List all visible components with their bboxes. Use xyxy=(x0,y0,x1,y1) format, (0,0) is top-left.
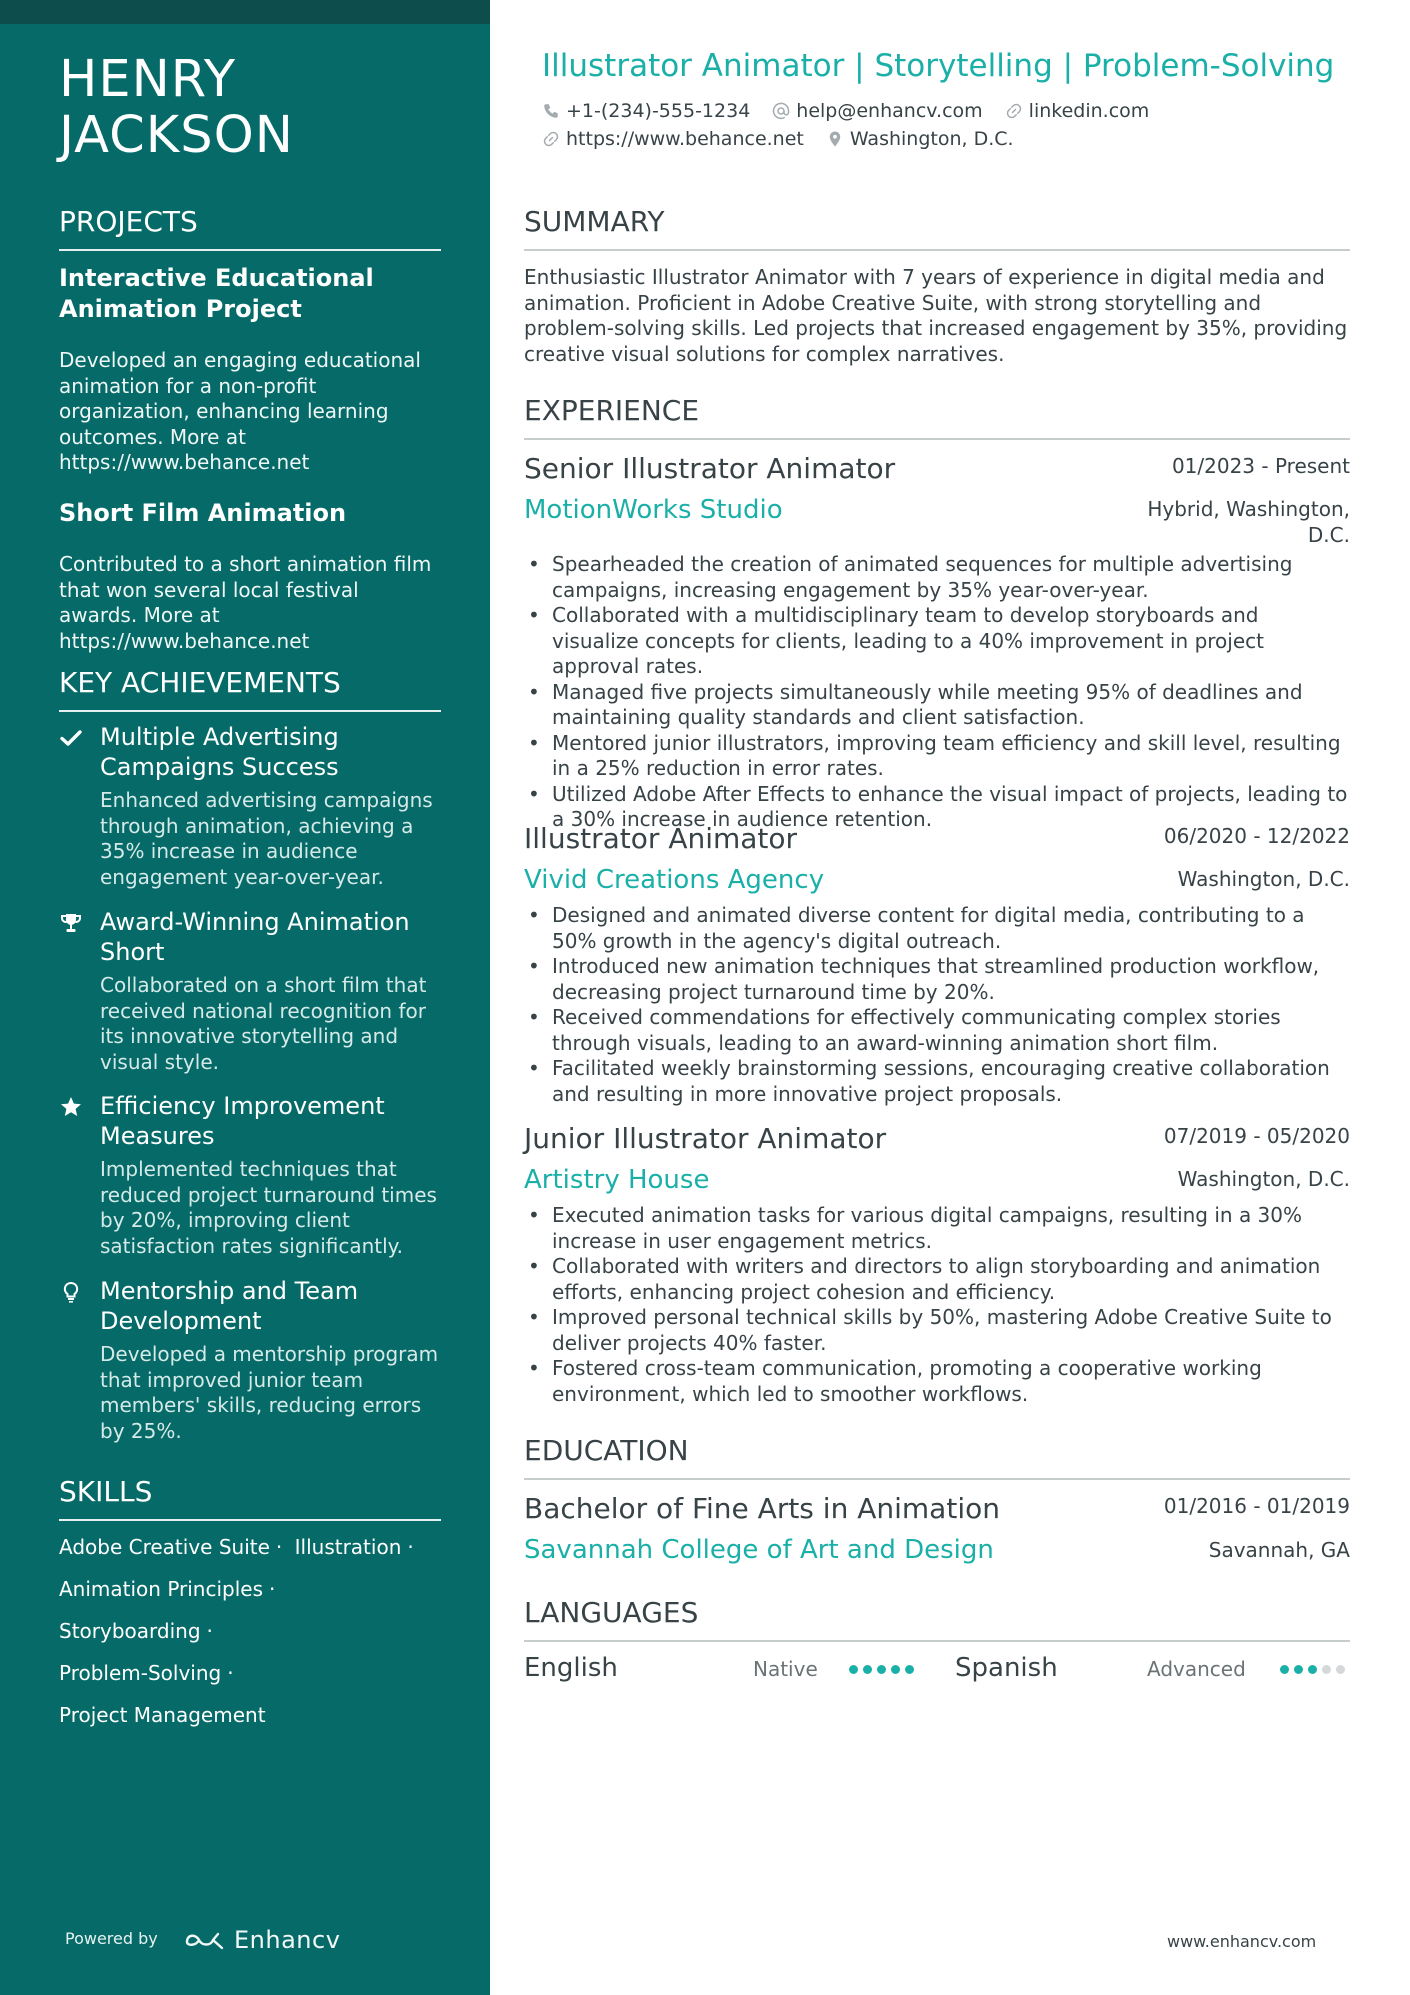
location-pin-icon xyxy=(826,130,844,148)
rating-dot-filled xyxy=(1280,1665,1289,1674)
rating-dot-empty xyxy=(1322,1665,1331,1674)
skill-tag: Storyboarding · xyxy=(59,1619,213,1643)
job-bullet: • Received commendations for effectively communicating complex stories through visuals, leading to an award-winning animation short film. xyxy=(524,1005,1350,1056)
at-icon xyxy=(772,102,790,120)
job-location: Washington, D.C. xyxy=(1177,1167,1350,1191)
star-icon xyxy=(59,1095,83,1119)
achievement-description: Collaborated on a short film that received national recognition for its innovative storytelling and visual style. xyxy=(100,973,427,1074)
job-bullet: • Managed five projects simultaneously while meeting 95% of deadlines and maintaining quality standards and client satisfaction. xyxy=(524,680,1350,731)
job-bullet: • Collaborated with writers and directors to align storyboarding and animation efforts, enhancing project cohesion and efficiency. xyxy=(524,1254,1350,1305)
skill-tag: Adobe Creative Suite · xyxy=(59,1535,283,1559)
job-bullet: • Spearheaded the creation of animated sequences for multiple advertising campaigns, increasing engagement by 35% year-over-year. xyxy=(524,552,1350,603)
achievement-title: Mentorship and Team Development xyxy=(100,1277,359,1335)
enhancv-logo[interactable] xyxy=(184,1926,340,1954)
achievement-title: Award-Winning Animation Short xyxy=(100,908,410,966)
language-rating-dots xyxy=(849,1665,919,1674)
education-location: Savannah, GA xyxy=(1208,1538,1350,1562)
lightbulb-icon xyxy=(59,1280,83,1304)
job-bullet: • Executed animation tasks for various digital campaigns, resulting in a 30% increase in user engagement metrics. xyxy=(524,1203,1350,1254)
job-bullets xyxy=(524,903,1350,1107)
projects-heading: PROJECTS xyxy=(59,205,441,251)
powered-by-label: Powered by xyxy=(65,1929,158,1948)
check-icon xyxy=(59,726,83,750)
first-name: HENRY xyxy=(59,50,237,109)
job-title: Senior Illustrator Animator xyxy=(524,452,896,485)
job-dates: 06/2020 - 12/2022 xyxy=(1163,824,1350,848)
contact-location: Washington, D.C. xyxy=(826,128,1014,150)
languages-heading: LANGUAGES xyxy=(524,1596,1350,1642)
headline: Illustrator Animator | Storytelling | Problem-Solving xyxy=(542,48,1335,84)
achievement-item xyxy=(59,1276,441,1444)
enhancv-logo-icon xyxy=(184,1928,228,1952)
degree-title: Bachelor of Fine Arts in Animation xyxy=(524,1492,1000,1525)
school-name: Savannah College of Art and Design xyxy=(524,1535,994,1565)
language-rating-dots xyxy=(1280,1665,1350,1674)
job-bullet: • Fostered cross-team communication, promoting a cooperative working environment, which led to smoother workflows. xyxy=(524,1356,1350,1407)
contact-email[interactable]: help@enhancv.com xyxy=(772,100,982,122)
rating-dot-filled xyxy=(905,1665,914,1674)
achievement-description: Developed a mentorship program that improved junior team members' skills, reducing errors by 25%. xyxy=(100,1342,439,1443)
contact-row xyxy=(542,128,1036,150)
link-icon xyxy=(542,130,560,148)
job-dates: 07/2019 - 05/2020 xyxy=(1163,1124,1350,1148)
rating-dot-filled xyxy=(1308,1665,1317,1674)
language-name: English xyxy=(524,1653,618,1683)
last-name: JACKSON xyxy=(59,106,294,165)
skill-tag: Illustration · xyxy=(294,1535,414,1559)
job-title: Junior Illustrator Animator xyxy=(524,1122,887,1155)
rating-dot-filled xyxy=(877,1665,886,1674)
company-name: Vivid Creations Agency xyxy=(524,865,825,895)
language-level: Advanced xyxy=(1147,1657,1246,1681)
achievement-description: Enhanced advertising campaigns through animation, achieving a 35% increase in audience engagement year-over-year. xyxy=(100,788,433,889)
achievement-title: Efficiency Improvement Measures xyxy=(100,1092,385,1150)
education-dates: 01/2016 - 01/2019 xyxy=(1163,1494,1350,1518)
contact-website[interactable]: https://www.behance.net xyxy=(542,128,804,150)
achievement-item xyxy=(59,907,441,1075)
rating-dot-filled xyxy=(849,1665,858,1674)
skills-heading: SKILLS xyxy=(59,1475,441,1521)
job-bullet: • Mentored junior illustrators, improving team efficiency and skill level, resulting in a 25% reduction in error rates. xyxy=(524,731,1350,782)
skill-tag: Problem-Solving · xyxy=(59,1661,234,1685)
job-dates: 01/2023 - Present xyxy=(1171,454,1350,478)
job-bullets xyxy=(524,1203,1350,1407)
education-heading: EDUCATION xyxy=(524,1434,1350,1480)
job-bullets xyxy=(524,552,1350,833)
job-bullet: • Collaborated with a multidisciplinary team to develop storyboards and visualize concepts for clients, leading to a 40% improvement in project approval rates. xyxy=(524,603,1350,680)
achievement-description: Implemented techniques that reduced project turnaround times by 20%, improving client satisfaction rates significantly. xyxy=(100,1157,437,1258)
achievement-item xyxy=(59,1091,441,1259)
project-description: Developed an engaging educational animation for a non-profit organization, enhancing learning outcomes. More at https://www.behance.net xyxy=(59,348,421,474)
experience-heading: EXPERIENCE xyxy=(524,394,1350,440)
rating-dot-filled xyxy=(1294,1665,1303,1674)
skill-tag: Project Management xyxy=(59,1703,266,1727)
footer-site[interactable]: www.enhancv.com xyxy=(1167,1932,1317,1951)
skill-tag: Animation Principles · xyxy=(59,1577,276,1601)
trophy-icon xyxy=(59,911,83,935)
contact-linkedin[interactable]: linkedin.com xyxy=(1005,100,1150,122)
achievement-title: Multiple Advertising Campaigns Success xyxy=(100,723,339,781)
rating-dot-empty xyxy=(1336,1665,1345,1674)
job-location: Washington, D.C. xyxy=(1177,867,1350,891)
job-bullet: • Improved personal technical skills by 50%, mastering Adobe Creative Suite to deliver projects 40% faster. xyxy=(524,1305,1350,1356)
skills-list xyxy=(59,1526,441,1736)
job-bullet: • Designed and animated diverse content for digital media, contributing to a 50% growth in the agency's digital outreach. xyxy=(524,903,1350,954)
main-content xyxy=(524,0,1350,1995)
language-name: Spanish xyxy=(955,1653,1058,1683)
rating-dot-filled xyxy=(891,1665,900,1674)
summary-text: Enthusiastic Illustrator Animator with 7 years of experience in digital media and animation. Proficient in Adobe Creative Suite, with strong storytelling and problem-solving skills. Led projects that increased engagement by 35%, providing creative visual solutions for complex narratives. xyxy=(524,265,1348,366)
job-bullet: • Utilized Adobe After Effects to enhance the visual impact of projects, leading to a 30% increase in audience retention. xyxy=(524,782,1350,833)
sidebar-top-bar xyxy=(0,0,490,24)
candidate-name xyxy=(59,52,294,164)
contact-row xyxy=(542,100,1171,122)
rating-dot-filled xyxy=(863,1665,872,1674)
summary-heading: SUMMARY xyxy=(524,205,1350,251)
sidebar xyxy=(0,0,490,1995)
job-location: Hybrid, Washington, D.C. xyxy=(1147,497,1350,547)
link-icon xyxy=(1005,102,1023,120)
contact-phone[interactable]: +1-(234)-555-1234 xyxy=(542,100,750,122)
company-name: MotionWorks Studio xyxy=(524,495,783,525)
job-bullet: • Facilitated weekly brainstorming sessions, encouraging creative collaboration and resulting in more innovative project proposals. xyxy=(524,1056,1350,1107)
project-title: Short Film Animation xyxy=(59,499,347,527)
enhancv-brand: Enhancv xyxy=(234,1926,341,1954)
project-title: Interactive Educational Animation Project xyxy=(59,264,374,323)
achievement-item xyxy=(59,722,441,890)
job-title: Illustrator Animator xyxy=(524,822,798,855)
phone-icon xyxy=(542,102,560,120)
achievements-heading: KEY ACHIEVEMENTS xyxy=(59,666,441,712)
company-name: Artistry House xyxy=(524,1165,710,1195)
job-bullet: • Introduced new animation techniques that streamlined production workflow, decreasing project turnaround time by 20%. xyxy=(524,954,1350,1005)
project-description: Contributed to a short animation film that won several local festival awards. More at https://www.behance.net xyxy=(59,552,432,653)
language-level: Native xyxy=(753,1657,818,1681)
